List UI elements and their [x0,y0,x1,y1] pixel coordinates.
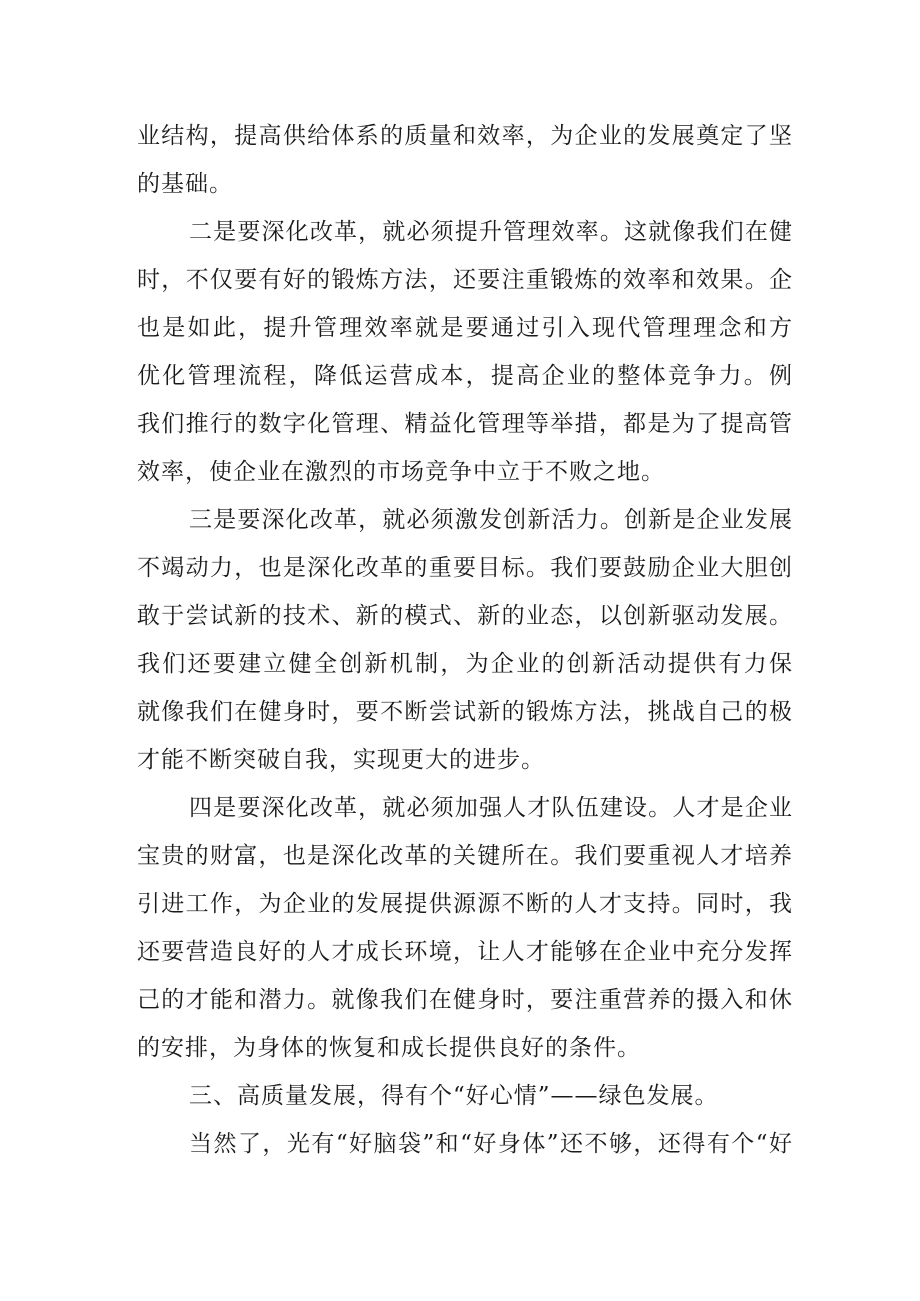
text-line: 不竭动力，也是深化改革的重要目标。我们要鼓励企业大胆创 [137,555,793,581]
text-line: 的安排，为身体的恢复和成长提供良好的条件。 [137,1035,641,1061]
text-line: 四是要深化改革，就必须加强人才队伍建设。人才是企业 [189,795,793,821]
text-line: 优化管理流程，降低运营成本，提高企业的整体竞争力。例 [137,363,793,389]
text-line: 还要营造良好的人才成长环境，让人才能够在企业中充分发挥 [137,939,793,965]
text-line: 三、高质量发展，得有个“好心情”——绿色发展。 [189,1083,719,1109]
text-line: 才能不断突破自我，实现更大的进步。 [137,747,545,773]
text-line: 时，不仅要有好的锻炼方法，还要注重锻炼的效率和效果。企 [137,267,793,293]
text-line: 的基础。 [137,171,233,197]
text-line: 当然了，光有“好脑袋”和“好身体”还不够，还得有个“好 [189,1131,793,1157]
text-line: 就像我们在健身时，要不断尝试新的锻炼方法，挑战自己的极 [137,699,793,725]
text-line: 我们推行的数字化管理、精益化管理等举措，都是为了提高管 [137,411,793,437]
text-line: 三是要深化改革，就必须激发创新活力。创新是企业发展 [189,507,793,533]
text-line: 我们还要建立健全创新机制，为企业的创新活动提供有力保 [137,651,793,677]
text-line: 敢于尝试新的技术、新的模式、新的业态，以创新驱动发展。 [137,603,793,629]
body-text [137,112,793,1168]
text-line: 效率，使企业在激烈的市场竞争中立于不败之地。 [137,459,665,485]
text-line: 业结构，提高供给体系的质量和效率，为企业的发展奠定了坚 [137,123,793,149]
text-line: 也是如此，提升管理效率就是要通过引入现代管理理念和方 [137,315,793,341]
text-line: 宝贵的财富，也是深化改革的关键所在。我们要重视人才培养 [137,843,793,869]
text-line: 己的才能和潜力。就像我们在健身时，要注重营养的摄入和休 [137,987,793,1013]
text-line: 引进工作，为企业的发展提供源源不断的人才支持。同时，我 [137,891,793,917]
text-line: 二是要深化改革，就必须提升管理效率。这就像我们在健 [189,219,793,245]
